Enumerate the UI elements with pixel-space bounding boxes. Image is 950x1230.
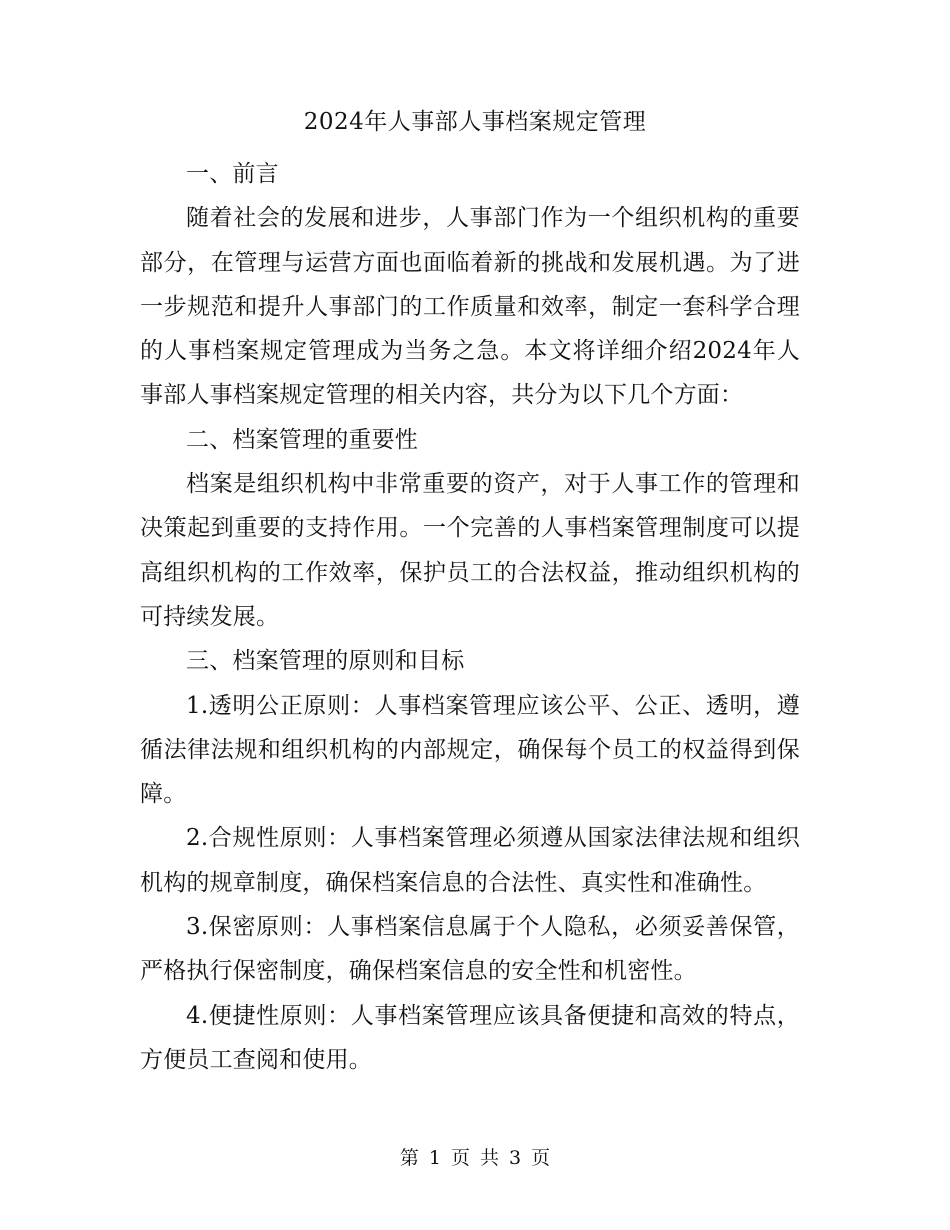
paragraph-importance: 档案是组织机构中非常重要的资产，对于人事工作的管理和决策起到重要的支持作用。一个完善的人事档案管理制度可以提高组织机构的工作效率，保护员工的合法权益，推动组织机构的可持续发展。 <box>140 471 800 630</box>
page-footer: 第 1 页 共 3 页 <box>399 1147 551 1169</box>
list-item-transparency: 1.透明公正原则：人事档案管理应该公平、公正、透明，遵循法律法规和组织机构的内部规定，确保每个员工的权益得到保障。 <box>140 692 800 808</box>
list-item-confidentiality: 3.保密原则：人事档案信息属于个人隐私，必须妥善保管，严格执行保密制度，确保档案信息的安全性和机密性。 <box>140 914 800 985</box>
document-title: 2024年人事部人事档案规定管理 <box>303 109 647 135</box>
section-heading-preface: 一、前言 <box>186 161 279 187</box>
paragraph-preface: 随着社会的发展和进步，人事部门作为一个组织机构的重要部分，在管理与运营方面也面临着新的挑战和发展机遇。为了进一步规范和提升人事部门的工作质量和效率，制定一套科学合理的人事档案规定管理成为当务之急。本文将详细介绍2024年人事部人事档案规定管理的相关内容，共分为以下几个方面： <box>140 205 800 409</box>
list-item-convenience: 4.便捷性原则：人事档案管理应该具备便捷和高效的特点，方便员工查阅和使用。 <box>140 1002 800 1073</box>
list-item-compliance: 2.合规性原则：人事档案管理必须遵从国家法律法规和组织机构的规章制度，确保档案信息的合法性、真实性和准确性。 <box>140 825 800 896</box>
section-heading-importance: 二、档案管理的重要性 <box>186 426 418 453</box>
section-heading-principles: 三、档案管理的原则和目标 <box>186 648 465 675</box>
document-body <box>140 152 800 1082</box>
